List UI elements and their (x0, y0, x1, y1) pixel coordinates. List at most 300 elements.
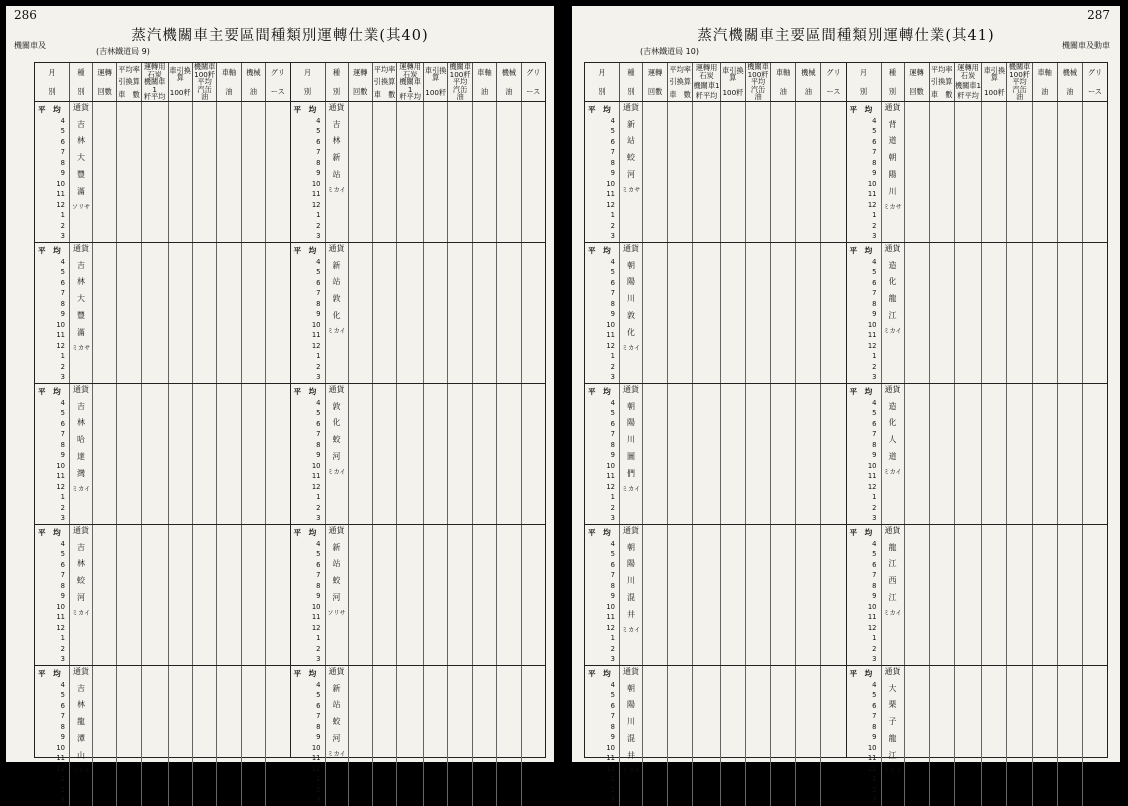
month-label: 1 (872, 352, 877, 361)
average-label: 平 均 (38, 668, 61, 678)
header-cell (473, 63, 497, 101)
header-text: 油 (754, 92, 762, 102)
month-label: 7 (610, 148, 615, 157)
numeric-column (955, 384, 983, 524)
month-label: 12 (606, 764, 615, 773)
month-label: 7 (872, 712, 877, 721)
numeric-column (117, 384, 141, 524)
month-list (585, 680, 619, 806)
route-station-char: 朝 (627, 683, 635, 693)
route-name (622, 243, 640, 353)
numeric-column (796, 384, 821, 524)
average-label: 平 均 (38, 527, 61, 537)
month-label: 7 (60, 712, 65, 721)
month-label: 5 (872, 268, 877, 277)
month-label: 7 (872, 430, 877, 439)
header-cell (266, 63, 289, 101)
numeric-column (142, 384, 169, 524)
numeric-column (497, 384, 521, 524)
month-label: 4 (316, 257, 321, 266)
header-text: 車軸 (775, 67, 791, 77)
header-text: 別 (598, 86, 606, 96)
table-header (585, 63, 846, 102)
month-label: 5 (316, 550, 321, 559)
numeric-column (93, 102, 117, 242)
header-text: 汽缶 (750, 84, 766, 94)
header-cell (291, 63, 326, 101)
numeric-column (193, 243, 217, 383)
month-label: 4 (316, 539, 321, 548)
month-label: 1 (60, 634, 65, 643)
page-header (6, 6, 554, 62)
header-text: 引換算 (669, 77, 691, 87)
route-station-char: 吉 (76, 683, 85, 693)
month-column (585, 243, 620, 383)
month-label: 8 (60, 440, 65, 449)
header-cell (1083, 63, 1107, 101)
route-column (620, 384, 643, 524)
header-text: 回數 (647, 86, 663, 96)
page-title: 蒸汽機關車主要區間種類別運轉仕業(其40) (131, 28, 429, 44)
numeric-column (93, 666, 117, 806)
month-label: 1 (60, 775, 65, 784)
header-text: 平均率 (930, 64, 953, 74)
numeric-column (169, 384, 193, 524)
header-text: 別 (77, 86, 85, 96)
month-label: 6 (60, 701, 65, 710)
month-label: 11 (867, 613, 877, 622)
month-label: 9 (316, 169, 321, 178)
route-station-char: 化 (332, 311, 341, 320)
header-text: 別 (859, 86, 868, 96)
numeric-column (1058, 666, 1083, 806)
numeric-column (982, 525, 1007, 665)
month-label: 10 (56, 602, 65, 611)
header-text: 油 (1066, 86, 1074, 96)
left-page (6, 6, 554, 805)
month-list (35, 539, 69, 665)
train-kind: 通貨 (328, 384, 345, 394)
numeric-column (142, 525, 169, 665)
month-label: 6 (316, 137, 321, 146)
header-cell (1007, 63, 1032, 101)
numeric-column (217, 666, 241, 806)
numeric-column (1007, 525, 1032, 665)
numeric-column (930, 384, 955, 524)
month-label: 9 (872, 733, 877, 742)
route-name (622, 102, 641, 195)
month-column (291, 666, 326, 806)
month-label: 3 (872, 514, 877, 523)
month-label: 12 (606, 200, 615, 209)
train-kind: 通貨 (884, 525, 901, 535)
numeric-column (1007, 102, 1032, 242)
numeric-column (930, 666, 955, 806)
route-station-char: 龍 (888, 734, 897, 743)
month-label: 7 (610, 571, 615, 580)
numeric-column (643, 384, 668, 524)
month-label: 12 (867, 623, 877, 632)
route-station-char: 朝 (888, 153, 897, 163)
route-column (882, 525, 905, 665)
route-station-char: 站 (332, 170, 341, 179)
month-label: 7 (60, 430, 65, 439)
header-cell (1033, 63, 1058, 101)
numeric-column (693, 525, 721, 665)
header-cell (70, 63, 93, 101)
numeric-column (448, 102, 472, 242)
average-label: 平 均 (588, 104, 611, 114)
route-column (620, 243, 643, 383)
header-text: 100粁 (169, 88, 191, 98)
numeric-column (142, 666, 169, 806)
month-list (291, 398, 325, 524)
month-label: 10 (606, 179, 615, 188)
month-label: 4 (316, 116, 321, 125)
month-list (291, 680, 325, 806)
numeric-column (982, 243, 1007, 383)
header-text: 月 (48, 67, 56, 77)
numeric-column (448, 525, 472, 665)
month-column (847, 525, 882, 665)
month-label: 5 (872, 691, 877, 700)
numeric-column (397, 384, 424, 524)
route-column (882, 384, 905, 524)
month-label: 6 (610, 419, 615, 428)
table-half-a (585, 62, 846, 805)
month-label: 7 (60, 571, 65, 580)
header-cell (424, 63, 448, 101)
header-cell (397, 63, 424, 101)
table-body (35, 102, 290, 806)
route-station-char: 潭 (76, 734, 85, 743)
numeric-column (373, 525, 397, 665)
locomotive-type: ソリサ (327, 609, 346, 617)
numeric-column (242, 525, 266, 665)
header-text: 粁平均 (143, 92, 166, 102)
train-kind: 通貨 (884, 666, 901, 676)
month-label: 11 (867, 472, 877, 481)
month-label: 3 (60, 373, 65, 382)
header-cell (217, 63, 241, 101)
numeric-column (1058, 243, 1083, 383)
month-label: 3 (316, 655, 321, 664)
train-kind: 通貨 (623, 102, 639, 112)
numeric-column (193, 666, 217, 806)
route-station-char: 陽 (626, 559, 635, 569)
month-label: 10 (606, 320, 615, 329)
route-station-char: 新 (627, 119, 635, 129)
month-label: 9 (60, 592, 65, 601)
header-cell (117, 63, 141, 101)
month-label: 1 (610, 352, 615, 361)
month-label: 5 (872, 127, 877, 136)
month-label: 6 (610, 278, 615, 287)
locomotive-type: ミカイ (327, 327, 346, 335)
month-list (291, 257, 325, 383)
numeric-column (643, 102, 668, 242)
numeric-column (373, 666, 397, 806)
numeric-column (522, 384, 545, 524)
month-label: 8 (610, 299, 615, 308)
header-cell (796, 63, 821, 101)
month-label: 3 (316, 373, 321, 382)
month-label: 2 (60, 362, 65, 371)
header-text: 別 (332, 86, 341, 96)
route-station-char: 林 (76, 418, 85, 428)
locomotive-type: ミカイ (621, 626, 641, 634)
category-label: 機關車及動車 (1062, 41, 1110, 50)
month-label: 2 (872, 785, 877, 794)
numeric-column (473, 102, 497, 242)
route-station-char: 混 (627, 734, 635, 743)
route-block (35, 102, 290, 243)
month-list (585, 539, 619, 665)
month-label: 12 (56, 200, 65, 209)
month-label: 2 (610, 785, 615, 794)
month-label: 6 (60, 137, 65, 146)
header-text: 車引換算 (424, 65, 447, 83)
header-cell (522, 63, 545, 101)
route-column (326, 666, 349, 806)
header-text: 油 (1015, 92, 1024, 102)
average-label: 平 均 (588, 386, 611, 396)
month-label: 11 (56, 613, 65, 622)
numeric-column (821, 666, 845, 806)
month-label: 10 (56, 461, 65, 470)
month-label: 11 (867, 754, 877, 763)
header-text: 100粁 (722, 88, 744, 98)
month-column (291, 243, 326, 383)
month-label: 12 (867, 200, 877, 209)
route-station-char: 滿 (76, 186, 85, 196)
numeric-column (473, 384, 497, 524)
route-station-char: 新 (332, 260, 341, 270)
route-column (70, 243, 93, 383)
month-label: 8 (610, 581, 615, 590)
header-text: 油 (779, 86, 787, 96)
month-label: 9 (610, 310, 615, 319)
numeric-column (349, 384, 373, 524)
month-label: 7 (872, 571, 877, 580)
train-kind: 通貨 (328, 525, 345, 535)
month-label: 1 (316, 775, 321, 784)
route-block (35, 666, 290, 806)
header-text: 油 (249, 86, 257, 96)
month-label: 11 (606, 331, 615, 340)
month-label: 6 (610, 560, 615, 569)
month-label: 3 (60, 796, 65, 805)
numeric-column (266, 102, 289, 242)
table-half-a (35, 62, 290, 805)
header-cell (349, 63, 373, 101)
month-label: 4 (610, 398, 615, 407)
header-cell (373, 63, 397, 101)
header-text: 汽缶 (452, 84, 468, 94)
numeric-column (1083, 384, 1107, 524)
route-station-char: 陽 (627, 700, 635, 710)
month-label: 11 (311, 472, 321, 481)
route-station-char: 朝 (626, 260, 635, 270)
month-label: 4 (60, 116, 65, 125)
numeric-column (448, 384, 472, 524)
month-label: 5 (610, 127, 615, 136)
month-label: 6 (316, 701, 321, 710)
numeric-column (169, 525, 193, 665)
month-label: 8 (60, 722, 65, 731)
month-label: 9 (316, 592, 321, 601)
header-cell (142, 63, 169, 101)
numeric-column (424, 525, 448, 665)
header-text: 車軸 (221, 67, 237, 77)
month-label: 6 (872, 137, 877, 146)
month-label: 11 (606, 754, 615, 763)
month-label: 5 (316, 409, 321, 418)
average-label: 平 均 (293, 527, 317, 537)
month-label: 12 (606, 482, 615, 491)
numeric-column (373, 384, 397, 524)
route-block (291, 243, 546, 384)
month-label: 11 (311, 754, 321, 763)
header-cell (93, 63, 117, 101)
numeric-column (93, 243, 117, 383)
route-column (882, 666, 905, 806)
subtitle: (吉林鐵道局 10) (640, 47, 699, 56)
route-station-char: 蛟 (332, 717, 341, 727)
month-column (291, 102, 326, 242)
numeric-column (721, 666, 746, 806)
header-text: 機關車1 (693, 80, 720, 90)
month-label: 4 (610, 116, 615, 125)
month-label: 1 (60, 211, 65, 220)
header-text: 車引換算 (169, 65, 191, 83)
numeric-column (982, 102, 1007, 242)
route-name (622, 384, 640, 494)
numeric-column (142, 102, 169, 242)
numeric-column (1007, 666, 1032, 806)
month-label: 5 (610, 691, 615, 700)
numeric-column (169, 666, 193, 806)
month-label: 3 (316, 232, 321, 241)
month-label: 1 (872, 634, 877, 643)
header-text: 運轉 (647, 67, 663, 77)
route-name (327, 243, 345, 336)
average-label: 平 均 (293, 668, 317, 678)
month-label: 9 (872, 451, 877, 460)
month-label: 9 (60, 169, 65, 178)
train-kind: 通貨 (72, 102, 89, 112)
numeric-column (117, 666, 141, 806)
month-label: 6 (610, 701, 615, 710)
header-text: 平均率 (118, 64, 140, 74)
header-text: 平均率 (373, 64, 396, 74)
train-kind: 通貨 (328, 102, 345, 112)
train-kind: 通貨 (622, 525, 639, 535)
route-station-char: 山 (76, 750, 85, 760)
average-label: 平 均 (849, 245, 873, 255)
month-label: 4 (60, 398, 65, 407)
numeric-column (1058, 384, 1083, 524)
header-cell (497, 63, 521, 101)
month-column (847, 243, 882, 383)
month-label: 5 (872, 550, 877, 559)
header-text: 車引換算 (722, 65, 744, 83)
average-label: 平 均 (293, 386, 317, 396)
header-cell (821, 63, 845, 101)
route-block (35, 525, 290, 666)
numeric-column (721, 102, 746, 242)
month-label: 2 (610, 221, 615, 230)
month-column (291, 525, 326, 665)
numeric-column (169, 243, 193, 383)
month-label: 10 (867, 461, 877, 470)
route-station-char: 化 (332, 418, 341, 428)
route-name (883, 525, 901, 618)
numeric-column (117, 243, 141, 383)
month-label: 11 (311, 613, 321, 622)
header-text: 油 (1041, 86, 1049, 96)
month-label: 5 (60, 550, 65, 559)
route-column (882, 102, 905, 242)
average-label: 平 均 (849, 386, 873, 396)
header-text: 運轉 (909, 67, 924, 77)
month-list (35, 116, 69, 242)
month-label: 3 (872, 796, 877, 805)
month-label: 2 (60, 644, 65, 653)
month-label: 12 (56, 482, 65, 491)
route-station-char: 大 (77, 294, 85, 304)
month-label: 10 (311, 743, 321, 752)
numeric-column (746, 666, 771, 806)
month-label: 9 (610, 733, 615, 742)
month-label: 11 (867, 331, 877, 340)
header-text: 月 (859, 67, 868, 77)
route-station-char: 造 (888, 401, 897, 411)
numeric-column (668, 243, 693, 383)
numeric-column (266, 666, 289, 806)
month-label: 12 (56, 764, 65, 773)
month-label: 8 (872, 440, 877, 449)
route-name (72, 102, 90, 212)
numeric-column (643, 666, 668, 806)
header-text: 機關車100粁平均 (449, 62, 471, 87)
month-label: 5 (60, 268, 65, 277)
numeric-column (955, 102, 983, 242)
month-label: 8 (316, 158, 321, 167)
month-label: 8 (872, 158, 877, 167)
month-label: 9 (872, 169, 877, 178)
month-label: 8 (60, 299, 65, 308)
month-label: 7 (610, 712, 615, 721)
month-label: 4 (610, 257, 615, 266)
month-label: 6 (872, 560, 877, 569)
month-label: 10 (311, 320, 321, 329)
month-label: 9 (872, 310, 877, 319)
route-column (620, 102, 643, 242)
numeric-column (746, 102, 771, 242)
route-station-char: 河 (332, 593, 341, 602)
month-label: 12 (867, 341, 877, 350)
month-label: 8 (872, 581, 877, 590)
month-label: 4 (872, 539, 877, 548)
numeric-column (905, 666, 930, 806)
month-label: 11 (606, 472, 615, 481)
month-label: 9 (316, 451, 321, 460)
header-text: 引換算 (118, 77, 140, 87)
month-label: 2 (316, 785, 321, 794)
route-station-char: 站 (332, 277, 341, 287)
month-label: 1 (316, 211, 321, 220)
